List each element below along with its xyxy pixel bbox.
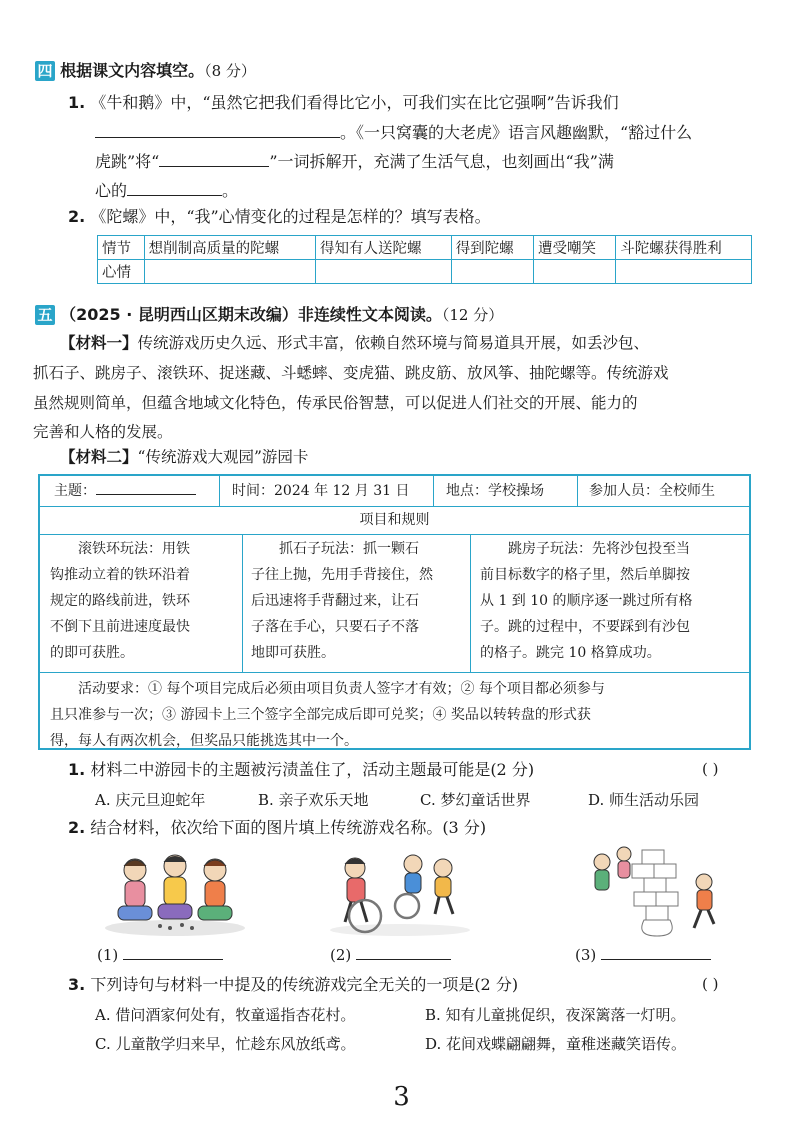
s4-q2-line: 2. 《陀螺》中，“我”心情变化的过程是怎样的？填写表格。 [68,207,491,226]
theme-blank[interactable] [96,480,196,495]
section-4-badge: 四 [35,61,55,81]
s4-q1-line4: 心的 。 [95,181,239,200]
answer-blank-1[interactable] [95,121,340,138]
mood-answer-cell[interactable] [616,260,752,284]
section-5-header [35,302,503,325]
stone-catching-illustration [100,848,250,938]
section-4-score: （8 分） [204,62,256,80]
picture-1-answer: (1) [97,945,223,965]
rule-hopscotch: 跳房子玩法：先将沙包投至当 前目标数字的格子里，然后单脚按 从 1 到 10 的顺序逐一跳过所有格 子。跳的过程中，不要踩到有沙包 的格子。跳完 10 格算成功。 [480,541,693,661]
s5-q2-line: 2. 结合材料，依次给下面的图片填上传统游戏名称。(3 分) [68,818,487,837]
answer-blank-2[interactable] [159,150,269,167]
card-subheader: 项目和规则 [359,512,430,528]
s5-q3-option-a[interactable]: A. 借问酒家何处有，牧童遥指杏花村。 [95,1006,356,1024]
card-info-row [40,476,749,507]
material-1-line4: 完善和人格的发展。 [33,423,173,441]
picture-1-blank[interactable] [123,945,223,960]
picture-2-blank[interactable] [356,945,451,960]
s5-q3-option-b[interactable]: B. 知有儿童挑促织，夜深篱落一灯明。 [425,1006,686,1024]
mood-table-answer-row: 心情 [98,260,752,284]
s5-q3-option-c[interactable]: C. 儿童散学归来早，忙趁东风放纸鸢。 [95,1035,356,1053]
section-4-header [35,58,256,81]
card-theme: 主题： [54,478,196,504]
answer-blank-3[interactable] [127,179,222,196]
card-rules-row [40,534,749,673]
material-1-line1: 【材料一】传统游戏历史久远、形式丰富，依赖自然环境与简易道具开展，如丢沙包、 [60,334,650,352]
s4-q1-number: 1. [68,93,86,112]
mood-answer-cell[interactable] [144,260,315,284]
s5-q1-answer-paren[interactable]: ( ) [702,760,719,778]
s4-q1-line3: 虎跳”将“ ”一词拆解开，充满了生活气息，也刻画出“我”满 [95,152,614,171]
mood-table [97,235,752,284]
picture-2-answer: (2) [330,945,451,965]
mood-answer-cell[interactable] [533,260,615,284]
section-5-badge: 五 [35,305,55,325]
s5-q1-option-c[interactable]: C. 梦幻童话世界 [420,791,531,809]
hoop-rolling-illustration [325,848,475,938]
mood-answer-cell[interactable] [451,260,533,284]
picture-3-blank[interactable] [601,945,711,960]
card-participants: 参加人员：全校师生 [589,483,715,499]
card-requirements: 活动要求：① 每个项目完成后必须由项目负责人签字才有效；② 每个项目都必须参与 且只准参与一次；③ 游园卡上三个签字全部完成后即可兑奖；④ 奖品以转转盘的形式获 得，每人有两次机会，但奖品只能挑选其中一个。 [50,681,605,749]
s5-q3-line: 3. 下列诗句与材料一中提及的传统游戏完全无关的一项是(2 分) [68,975,519,994]
game-card [38,474,751,750]
mood-table-header-row: 情节 想削制高质量的陀螺 得知有人送陀螺 得到陀螺 遭受嘲笑 斗陀螺获得胜利 [98,236,752,260]
s4-q1-line2: 。《一只窝囊的大老虎》语言风趣幽默，“豁过什么 [95,121,692,143]
s5-q1-option-b[interactable]: B. 亲子欢乐天地 [258,791,369,809]
rule-hoop-rolling: 滚铁环玩法：用铁 钩推动立着的铁环沿着 规定的路线前进，铁环 不倒下且前进速度最快 的即可获胜。 [50,541,190,661]
material-1-line3: 虽然规则简单，但蕴含地域文化特色，传承民俗智慧，可以促进人们社交的开展、能力的 [33,394,638,412]
s5-q1-option-a[interactable]: A. 庆元旦迎蛇年 [95,791,206,809]
hopscotch-illustration [582,840,742,940]
s5-q3-answer-paren[interactable]: ( ) [702,975,719,993]
card-place: 地点：学校操场 [446,483,544,499]
s5-q1-line: 1. 材料二中游园卡的主题被污渍盖住了，活动主题最可能是(2 分) [68,760,535,779]
mood-answer-cell[interactable] [315,260,451,284]
s5-q1-option-d[interactable]: D. 师生活动乐园 [588,791,700,809]
section-5-title: （2025 · 昆明西山区期末改编）非连续性文本阅读。 [60,305,442,324]
material-1-line2: 抓石子、跳房子、滚铁环、捉迷藏、斗蟋蟀、变虎猫、跳皮筋、放风筝、抽陀螺等。传统游戏 [33,364,669,382]
card-time: 时间：2024 年 12 月 31 日 [232,483,410,499]
s4-q1-line1: 1. 《牛和鹅》中，“虽然它把我们看得比它小，可我们实在比它强啊”告诉我们 [68,93,619,112]
page-number: 3 [393,1082,410,1112]
section-4-title: 根据课文内容填空。 [60,61,205,80]
s5-q3-option-d[interactable]: D. 花间戏蝶翩翩舞，童稚迷藏笑语传。 [425,1035,687,1053]
material-2-heading: 【材料二】“传统游戏大观园”游园卡 [60,448,309,466]
card-subheader-row [40,506,749,535]
rule-stone-catching: 抓石子玩法：抓一颗石 子往上抛，先用手背接住，然 后迅速将手背翻过来，让石 子落在手心，只要石子不落 地即可获胜。 [251,541,433,661]
picture-3-answer: (3) [575,945,711,965]
section-5-score: （12 分） [441,306,504,324]
